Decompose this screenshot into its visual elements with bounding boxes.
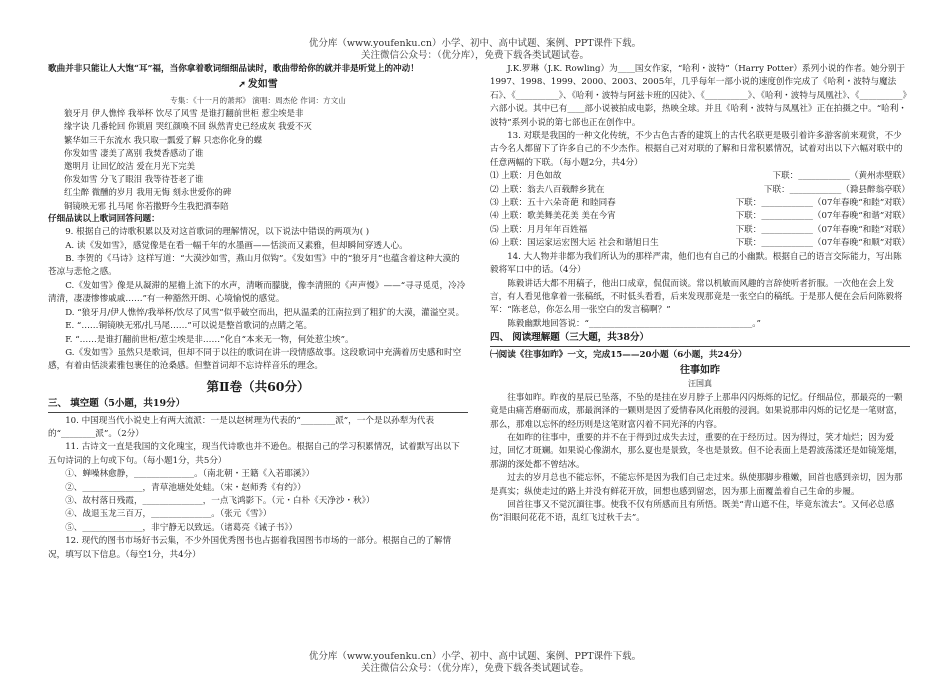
section-4-heading: 四、 阅读理解题（三大题，共38分） (490, 331, 910, 346)
watermark-bottom-line1: 优分库（www.youfenku.cn）小学、初中、高中试题、案例、PPT课件下载。 (308, 651, 642, 662)
option-e: E. “……铜镜映无邪/扎马尾……”可以说是整首歌词的点睛之笔。 (65, 321, 313, 332)
question-intro: 仔细品读以上歌词回答问题： (48, 213, 160, 224)
couplet-list (490, 170, 910, 250)
lyric-line: 红尘醉 微醺的岁月 我用无悔 刻永世爱你的碑 (64, 187, 232, 198)
couplet-down: 下联：____________（滁县醉翁亭联） (763, 184, 910, 195)
watermark-bottom (0, 651, 950, 675)
song-title: 发如雪 (247, 79, 278, 91)
couplet-up: ⑹ 上联：国运家运宏图大运 社会和谐旭日生 (490, 238, 659, 249)
watermark-top (0, 38, 950, 62)
option-g: G.《发如雪》虽然只是歌词，但却不同于以往的歌词在讲一段情感故事。这段歌词中充满着历史感和时空感，有着由恬淡素雅包裹住的沧桑感。但整首词却不忘诗样音乐的理念。 (48, 347, 462, 372)
couplet-up: ⑶ 上联：五十六朵奇葩 和睦同春 (490, 198, 616, 209)
right-column (490, 63, 910, 526)
couplet-row (490, 170, 910, 183)
option-f: F. “……是谁打翻前世柜/惹尘埃是非……”化自“本来无一物，何处惹尘埃”。 (65, 334, 354, 345)
lyric-line: 缘字诀 几番轮回 你锁眉 哭红颜唤不回 纵然青史已经成灰 我爱不灭 (64, 121, 312, 132)
song-meta: 专集：《十一月的萧邦》 演唱：周杰伦 作词：方文山 (170, 95, 346, 105)
song-title-line (48, 78, 468, 92)
section-3-heading: 三、 填空题（5小题，共19分） (48, 397, 468, 412)
couplet-down: 下联：____________（07年春晚“和谐”对联） (735, 211, 910, 222)
couplet-row (490, 197, 910, 210)
option-d: D. “狼牙月/伊人憔悴/我举杯/饮尽了风雪”似乎破空而出，把从温柔的江南拉到了粗犷的大漠，灌溢空灵。 (65, 307, 465, 318)
article-paragraph: 在如昨的往事中，重要的并不在于得到过成失去过，重要的在于经历过。因为得过，笑才灿烂；因为爱过，回忆才斑斓。如果说心像湖水，那么夏也是景致，冬也是景致。但不论表面上是碧波荡漾还是如镜笼烟，那湖的深处都不曾结冰。 (490, 432, 903, 470)
question-11-item: ②、______________，青草池塘处处蛙。（宋・赵师秀《有约》） (65, 482, 306, 493)
article-author: 汪国真 (688, 379, 712, 389)
lyric-line: 铜镜映无邪 扎马尾 你若撒野今生我把酒奉陪 (64, 200, 229, 211)
question-14: 14. 大人物并非都为我们所认为的那样严肃，他们也有自己的小幽默。根据自己的语言交际能力，写出陈毅将军口中的话。（4分） (490, 251, 902, 276)
lyric-line: 繁华如三千东流水 我只取一瓢爱了解 只恋你化身的蝶 (64, 134, 262, 145)
question-11-item: ④、战退玉龙三百万，______________。（张元《雪》） (65, 509, 272, 520)
lyric-line: 邀明月 让回忆皎洁 爱在月光下完美 (64, 161, 195, 172)
question-14-answer: 陈毅幽默地回答说：“______________________________________。” (507, 318, 761, 329)
couplet-row (490, 184, 910, 197)
question-11-item: ③、故村落日残霞，______________，一点飞鸿影下。（元・白朴《天净沙・秋》） (65, 495, 375, 506)
lyric-line: 你发如雪 凄美了离别 我焚香感动了谁 (64, 147, 204, 158)
intro-text: 歌曲并非只能让人大饱“耳”福，当你拿着歌词细细品读时，歌曲带给你的就并非是听觉上的冲动！ (48, 64, 419, 74)
couplet-down: 下联：____________（黄州赤壁联） (772, 171, 910, 182)
couplet-up: ⑵ 上联：翁去八百载醉乡犹在 (490, 184, 605, 195)
question-9: 9. 根据自己的诗歌积累以及对这首歌词的理解情况，以下说法中错误的两项为( ) (65, 227, 370, 238)
couplet-down: 下联：____________（07年春晚“和睦”对联） (735, 224, 910, 235)
question-14-body: 陈毅讲话大都不用稿子，他出口成章，侃侃而谈。常以机敏而风趣的言辞使听者折服。一次他在会上发言，有人看见他拿着一张稿纸，不时低头看看，后来发现那竟是一张空白的稿纸。于是那人便在会后问陈毅将军：“陈老总，你怎么用一张空白的发言稿啊？” (490, 278, 903, 316)
couplet-down: 下联：____________（07年春晚“和顺”对联） (735, 238, 910, 249)
watermark-bottom-line2: 关注微信公众号：（优分库），免费下载各类试题试卷。 (360, 663, 589, 674)
lyric-line: 你发如雪 分飞了眼泪 我等待苍老了谁 (64, 174, 204, 185)
article-paragraph: 过去的岁月总也不能忘怀，不能忘怀是因为我们自己走过来。纵使那脚步稚嫩，回首也感到亲切，因为那是真实；纵使走过的路上并没有鲜花开放，回想也感到留恋，因为那上面覆盖着自己生命的步履。 (490, 473, 903, 497)
question-10: 10. 中国现当代小说史上有两大流派：一是以赵树理为代表的“________派”，一个是以孙犁为代表的“________派”。（2分） (48, 415, 435, 439)
lyrics-block (48, 107, 468, 213)
left-column (48, 63, 468, 562)
option-a: A. 读《发如雪》，感觉像是在看一幅千年的水墨画——恬淡而又素雅，但却瞬间穿透人心。 (65, 240, 408, 251)
couplet-row (490, 210, 910, 223)
lyric-line: 狼牙月 伊人憔悴 我举杯 饮尽了风雪 是谁打翻前世柜 惹尘埃是非 (64, 108, 304, 119)
couplet-row (490, 237, 910, 250)
couplet-down: 下联：____________（07年春晚“和睦”对联） (735, 198, 910, 209)
arrow-icon: ➚ (238, 80, 246, 91)
couplet-up: ⑸ 上联：月月年年百姓福 (490, 224, 588, 235)
option-c: C.《发如雪》像是从凝滞的屋檐上流下的水声，清晰而朦胧，像李清照的《声声慢》——“寻寻觅觅，冷冷清清，凄凄惨惨戚戚……”有一种豁然开朗、心境愉悦的感觉。 (48, 280, 466, 305)
couplet-up: ⑴ 上联：月色如故 (490, 171, 562, 182)
couplet-row (490, 224, 910, 237)
question-11: 11. 古诗文一直是我国的文化瑰宝，现当代诗歌也并不逊色。根据自己的学习积累情况，试着默写出以下五句诗词的上句或下句。（每小题1分，共5分） (48, 442, 460, 466)
article-paragraph: 回首往事又不觉沉湎往事。使我不仅有所感而且有所悟。既美“青山遮不住，毕竟东流去”。又何必总感伤“泪眼问花花不语，乱红飞过秋千去”。 (490, 500, 895, 524)
watermark-top-line2: 关注微信公众号：（优分库），免费下载各类试题试卷。 (360, 50, 589, 61)
question-12-continued: J.K.罗琳（J.K. Rowling）为____国女作家，“哈利・波特”（Harry Potter）系列小说的作者。她分别于1997、1998、1999、2000、2003、2005年，几乎每年一部小说的速度创作完成了《哈利・波特与魔法石》、《__________》、《哈利・波特与阿兹卡班的囚徒》、《__________》、《哈利・波特与凤凰社》、《__________》六部小说。其中已有____部小说被拍成电影，热映全球。并且《哈利・波特与凤凰社》正在拍摄之中。“哈利・波特”系列小说的第七部也正在创作中。 (490, 64, 907, 128)
part2-title: 第Ⅱ卷（共60分） (206, 378, 310, 394)
couplet-up: ⑷ 上联：歌美舞美花美 美在今宵 (490, 211, 616, 222)
article-title: 往事如昨 (680, 364, 720, 376)
article-paragraph: 往事如昨。昨夜的星辰已坠落，不坠的是挂在岁月脖子上那串闪闪烁烁的记忆。仔细品位，那最亮的一颗竟是由痛苦磨砺而成，那最润泽的一颗则是因了爱情春风化雨般的浸润。如果说那串闪烁的记忆是一笔财富，那么，那难以忘怀的经历则是这笔财富闪着不同光泽的内容。 (490, 392, 903, 430)
option-b: B. 李贺的《马诗》这样写道：“大漠沙如雪，燕山月似钩”。《发如雪》中的“狼牙月”也蕴含着这种大漠的苍凉与悲怆之感。 (48, 254, 460, 278)
reading-1-heading: ㈠阅读《往事如昨》一文，完成15——20小题（6小题，共24分） (490, 349, 747, 360)
question-12: 12. 现代的图书市场好书云集，不少外国优秀图书也占据着我国图书市场的一部分。根据自己的了解情况，填写以下信息。（每空1分，共4分） (48, 536, 452, 560)
question-11-item: ⑤、______________，非宁静无以致远。（诸葛亮《诫子书》） (65, 522, 298, 533)
watermark-top-line1: 优分库（www.youfenku.cn）小学、初中、高中试题、案例、PPT课件下载。 (308, 38, 642, 49)
question-13: 13. 对联是我国的一种文化传统，不少古色古香的建筑上的古代名联更是吸引着许多游客前来观赏，不少古今名人都留下了许多自己的不少杰作。根据自己对对联的了解和日常积累情况，试着对出以下六幅对联中的任意两幅的下联。（每小题2分，共4分） (490, 131, 903, 168)
question-11-item: ①、蝉噪林愈静，______________。（南北朝・王籍《入若耶溪》） (65, 469, 315, 480)
